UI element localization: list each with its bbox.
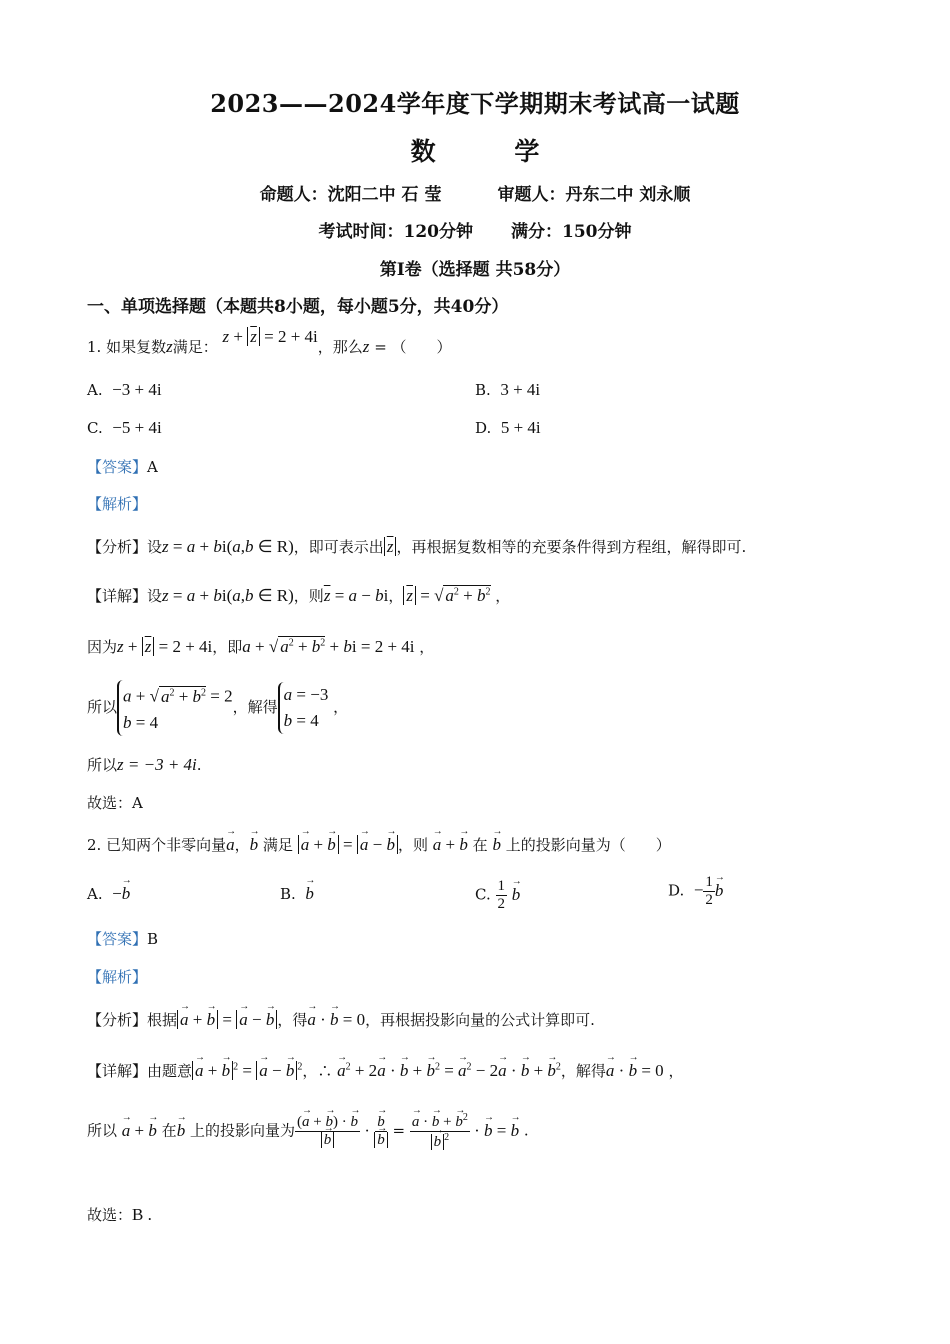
reviewer: 审题人：丹东二中 刘永顺: [497, 185, 691, 205]
q1-option-b[interactable]: [475, 380, 540, 400]
q1-option-a[interactable]: [87, 380, 162, 400]
timing-line: [0, 217, 950, 242]
q1-answer: [87, 456, 158, 477]
q2-option-a[interactable]: A. −→ b: [87, 884, 130, 904]
q2-option-c[interactable]: C. $\frac{1}{2}$ → b: [475, 878, 520, 913]
q1-choice: 故选：A: [87, 794, 143, 812]
q1-option-c[interactable]: [87, 418, 162, 438]
q1-option-b-letter: B.: [475, 381, 491, 399]
q1-fenxi: 【分析】设z = a + bi(a,b ∈ R)，即可表示出 $\overline{z}$ ，再根据复数相等的充要条件得到方程组，解得即可.: [87, 537, 747, 556]
q2-projection: 所以 → a + → b 在→ b 上的投影向量为 (→ a + → b) · → b → b · → b → b = → a · → b + → $b^2$ → b $^2$ · → b = → b .: [87, 1112, 529, 1151]
q1-prompt-pre: 如果复数: [106, 338, 167, 356]
q2-analysis-heading: 【解析】: [87, 968, 148, 986]
detail-label: 【详解】: [87, 587, 148, 605]
q1-prompt-post: ，那么: [317, 338, 363, 356]
q1-option-d[interactable]: [475, 418, 541, 438]
setter: 命题人：沈阳二中 石 莹: [259, 185, 442, 205]
full-score: 满分：150分钟: [511, 222, 632, 242]
section-title: 一、单项选择题（本题共8小题，每小题5分，共40分）: [87, 297, 509, 317]
q1-answer-value: A: [147, 458, 158, 476]
q1-option-c-letter: C.: [87, 419, 103, 437]
q1-detail: 【详解】设z = a + bi(a,b ∈ R)，则$\overline{z} = a$ − bi， $\overline{z}$ = √ $a^2 + b^2$ ，: [87, 586, 511, 605]
authors-line: [0, 180, 950, 205]
q1-option-d-value: 5 + 4i: [500, 418, 541, 437]
exam-time: 考试时间：120分钟: [318, 222, 473, 242]
q1-var: z: [166, 337, 173, 356]
analysis-label: 【解析】: [87, 495, 148, 513]
q1-because: 因为$z + \overline{z} = 2 + 4i$，即a + √ $a^2 + b^2$ + bi = 2 + 4i ，: [87, 637, 435, 656]
q1-number: 1.: [87, 338, 102, 356]
q2-fenxi: 【分析】根据 → a + → b = → a − → b ，得→ a · → b = 0，再根据投影向量的公式计算即可.: [87, 1009, 595, 1030]
q1-option-a-value: −3 + 4i: [112, 380, 162, 399]
q2-detail: 【详解】由题意 → a + → b $^2$ = → a − → b $^2$，∴ → $a^2 + 2\to a$ · → b + → $b^2$ = → $a^2 - 2\to a$ · → b + → $b^2$，解得→ a · → b = 0 ，: [87, 1060, 683, 1081]
q2-choice: 故选：B .: [87, 1205, 152, 1224]
q1-option-b-value: 3 + 4i: [500, 380, 541, 399]
q1-equation: $z + \overline{z} = 2 + 4i$: [222, 327, 318, 346]
q2-answer: 【答案】B: [87, 930, 159, 948]
q2-option-d[interactable]: D. − $\frac{1}{2}$ → b: [668, 874, 723, 909]
q1-system: 所以 a + √ $a^2 + b^2 = 2$ b = 4 ，解得 a = −3 b = 4 ，: [87, 680, 348, 736]
q1-prompt-mid: 满足：: [172, 338, 218, 356]
volume-title: 第I卷（选择题 共58分）: [379, 260, 571, 280]
q1-option-c-value: −5 + 4i: [112, 418, 162, 437]
q1-option-d-letter: D.: [475, 419, 492, 437]
exam-title: 2023——2024学年度下学期期末考试高一试题: [210, 89, 740, 118]
q1-stem: 1. 如果复数z满足： $z + \overline{z} = 2 + 4i$，那么z = （ ）: [87, 327, 452, 356]
q1-option-a-letter: A.: [87, 381, 103, 399]
q2-number: 2.: [87, 836, 102, 854]
q1-blank: （ ）: [391, 338, 452, 356]
fenxi-label: 【分析】: [87, 538, 148, 556]
q2-stem: 2. 已知两个非零向量→ a，→ b 满足 → a + → b = → a − → b ，则 → a + → b 在 → b 上的投影向量为（ ）: [87, 834, 671, 855]
answer-label: 【答案】: [87, 458, 148, 476]
subject-title: 数 学: [410, 137, 540, 166]
q2-option-b[interactable]: B. → b: [280, 884, 314, 904]
q1-analysis-heading: [87, 493, 147, 514]
q1-final: 所以z = −3 + 4i.: [87, 755, 202, 774]
